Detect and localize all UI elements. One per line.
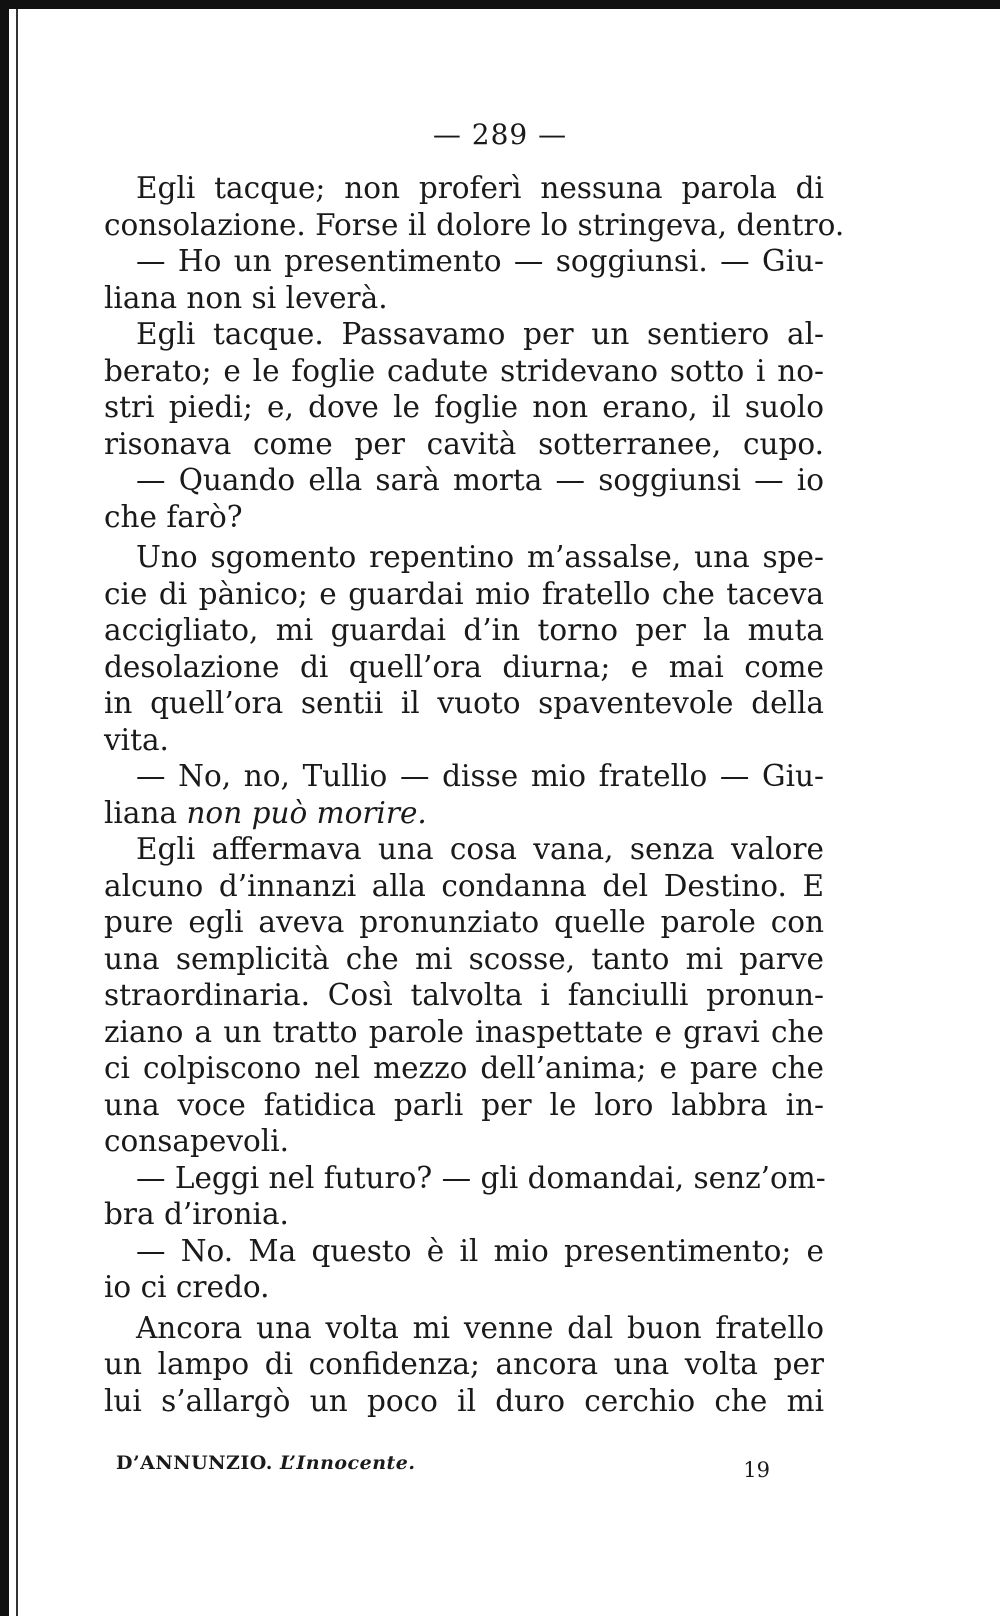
text-line: in quell’ora sentii il vuoto spaventevole della <box>104 686 824 720</box>
text-line: Egli tacque; non proferì nessuna parola di <box>136 171 824 205</box>
text-line: Ancora una volta mi venne dal buon fratello <box>136 1310 824 1345</box>
text-line: pure egli aveva pronunziato quelle parole con <box>104 905 824 939</box>
text-fragment: liana <box>104 795 178 830</box>
text-line: alcuno d’innanzi alla condanna del Destino. E <box>104 868 824 903</box>
scan-left-border <box>0 0 9 1616</box>
text-line: una voce fatidica parli per le loro labbra in- <box>104 1087 824 1122</box>
text-line: stri piedi; e, dove le foglie non erano, il suolo <box>104 390 824 424</box>
text-line: cie di pànico; e guardai mio fratello che taceva <box>104 576 824 611</box>
text-line: ziano a un tratto parole inaspettate e gravi che <box>104 1014 824 1049</box>
text-line: — Ho un presentimento — soggiunsi. — Giu- <box>136 244 824 278</box>
text-line: — No, no, Tullio — disse mio fratello — Giu- <box>136 759 824 793</box>
text-line: — Quando ella sarà morta — soggiunsi — io <box>136 463 824 497</box>
scan-binding-line <box>16 9 18 1616</box>
book-title: L’Innocente. <box>279 1452 416 1474</box>
text-line: consolazione. Forse il dolore lo stringeva, dentro. <box>104 207 845 242</box>
footer-author <box>116 1452 416 1474</box>
text-line: Egli affermava una cosa vana, senza valore <box>136 832 824 866</box>
text-line: — No. Ma questo è il mio presentimento; e <box>136 1233 824 1268</box>
text-line: desolazione di quell’ora diurna; e mai come <box>104 649 824 684</box>
text-line: straordinaria. Così talvolta i fanciulli pronun- <box>104 978 824 1012</box>
author-name: D’ANNUNZIO. <box>116 1452 273 1474</box>
text-line: Uno sgomento repentino m’assalse, una spe- <box>136 540 824 574</box>
text-line: accigliato, mi guardai d’in torno per la muta <box>104 613 824 647</box>
text-line: una semplicità che mi scosse, tanto mi parve <box>104 941 824 976</box>
text-line: liana non si leverà. <box>104 280 388 315</box>
text-line: io ci credo. <box>104 1270 270 1304</box>
text-line: Egli tacque. Passavamo per un sentiero al- <box>136 317 824 351</box>
text-line: lui s’allargò un poco il duro cerchio che mi <box>104 1383 824 1418</box>
text-line <box>104 795 824 832</box>
text-line: ci colpiscono nel mezzo dell’anima; e pare che <box>104 1051 824 1085</box>
signature-mark: 19 <box>743 1458 770 1482</box>
body-text <box>104 170 845 1419</box>
scan-top-border <box>0 0 1000 9</box>
text-line: che farò? <box>104 499 243 534</box>
text-line: berato; e le foglie cadute stridevano sotto i no- <box>104 353 824 388</box>
text-line: un lampo di confidenza; ancora una volta per <box>104 1347 824 1381</box>
text-line: risonava come per cavità sotterranee, cupo. <box>104 426 824 461</box>
page-number: — 289 — <box>432 118 568 151</box>
text-line: vita. <box>104 722 169 757</box>
italic-phrase: non può morire. <box>186 795 427 830</box>
text-line: bra d’ironia. <box>104 1197 289 1231</box>
text-line: consapevoli. <box>104 1124 290 1158</box>
text-line: — Leggi nel futuro? — gli domandai, senz’om- <box>136 1160 826 1195</box>
